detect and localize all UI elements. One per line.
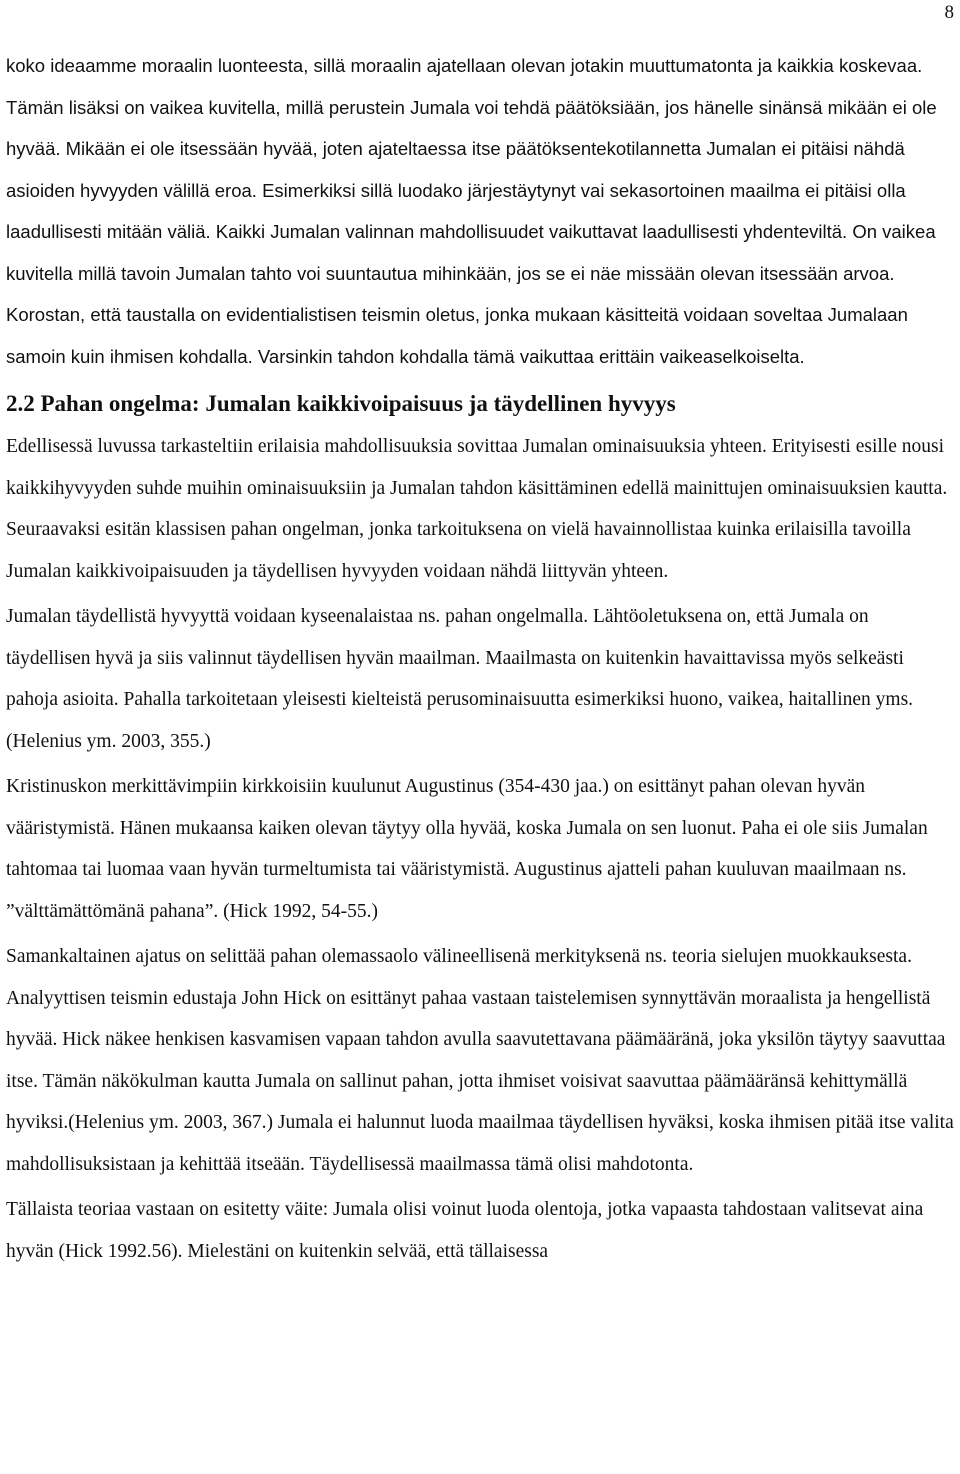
document-body <box>6 45 956 1272</box>
paragraph-intro: koko ideaamme moraalin luonteesta, sillä moraalin ajatellaan olevan jotakin muuttumatonta ja kaikkia koskevaa. Tämän lisäksi on vaikea kuvitella, millä perustein Jumala voi tehdä päätöksiään, jos hänelle sinänsä mikään ei ole hyvää. Mikään ei ole itsessään hyvää, joten ajateltaessa itse päätöksentekotilannetta Jumalan ei pitäisi nähdä asioiden hyvyyden välillä eroa. Esimerkiksi sillä luodako järjestäytynyt vai sekasortoinen maailma ei pitäisi olla laadullisesti mitään väliä. Kaikki Jumalan valinnan mahdollisuudet vaikuttavat laadullisesti yhdenteviltä. On vaikea kuvitella millä tavoin Jumalan tahto voi suuntautua mihinkään, jos se ei näe missään olevan itsessään arvoa. Korostan, että taustalla on evidentialistisen teismin oletus, jonka mukaan käsitteitä voidaan soveltaa Jumalaan samoin kuin ihmisen kohdalla. Varsinkin tahdon kohdalla tämä vaikuttaa erittäin vaikeaselkoiselta. <box>6 55 937 367</box>
paragraph-4: Samankaltainen ajatus on selittää pahan olemassaolo välineellisenä merkityksenä ns. teoria sielujen muokkauksesta. Analyyttisen teismin edustaja John Hick on esittänyt pahaa vastaan taistelemisen synnyttävän moraalista ja hengellistä hyvää. Hick näkee henkisen kasvamisen vapaan tahdon avulla saavutettavana päämääränä, joka yksilön täytyy saavuttaa itse. Tämän näkökulman kautta Jumala on sallinut pahan, jotta ihmiset voisivat saavuttaa päämääränsä kehittymällä hyviksi.(Helenius ym. 2003, 367.) Jumala ei halunnut luoda maailmaa täydellisen hyväksi, koska ihmisen pitää itse valita mahdollisuksistaan ja kehittää itseään. Täydellisessä maailmassa tämä olisi mahdotonta. <box>6 946 954 1175</box>
paragraph-5: Tällaista teoriaa vastaan on esitetty väite: Jumala olisi voinut luoda olentoja, jotka vapaasta tahdostaan valitsevat aina hyvän (Hick 1992.56). Mielestäni on kuitenkin selvää, että tällaisessa <box>6 1199 924 1262</box>
page-number: 8 <box>944 2 954 23</box>
paragraph-1: Edellisessä luvussa tarkasteltiin erilaisia mahdollisuuksia sovittaa Jumalan ominaisuuksia yhteen. Erityisesti esille nousi kaikkihyvyyden suhde muihin ominaisuuksiin ja Jumalan tahdon käsittäminen edellä mainittujen ominaisuuksien kautta. Seuraavaksi esitän klassisen pahan ongelman, jonka tarkoituksena on vielä havainnollistaa kuinka erilaisilla tavoilla Jumalan kaikkivoipaisuuden ja täydellisen hyvyyden voidaan nähdä liittyvän yhteen. <box>6 436 948 582</box>
section-heading: 2.2 Pahan ongelma: Jumalan kaikkivoipaisuus ja täydellinen hyvyys <box>6 391 676 416</box>
paragraph-2: Jumalan täydellistä hyvyyttä voidaan kyseenalaistaa ns. pahan ongelmalla. Lähtöoletuksena on, että Jumala on täydellisen hyvä ja siis valinnut täydellisen hyvän maailman. Maailmasta on kuitenkin havaittavissa myös selkeästi pahoja asioita. Pahalla tarkoitetaan yleisesti kielteistä perusominaisuutta esimerkiksi huono, vaikea, haitallinen yms. (Helenius ym. 2003, 355.) <box>6 606 914 752</box>
paragraph-3: Kristinuskon merkittävimpiin kirkkoisiin kuulunut Augustinus (354-430 jaa.) on esittänyt pahan olevan hyvän vääristymistä. Hänen mukaansa kaiken olevan täytyy olla hyvää, koska Jumala on sen luonut. Paha ei ole siis Jumalan tahtomaa tai luomaa vaan hyvän turmeltumista tai vääristymistä. Augustinus ajatteli pahan kuuluvan maailmaan ns. ”välttämättömänä pahana”. (Hick 1992, 54-55.) <box>6 776 928 922</box>
